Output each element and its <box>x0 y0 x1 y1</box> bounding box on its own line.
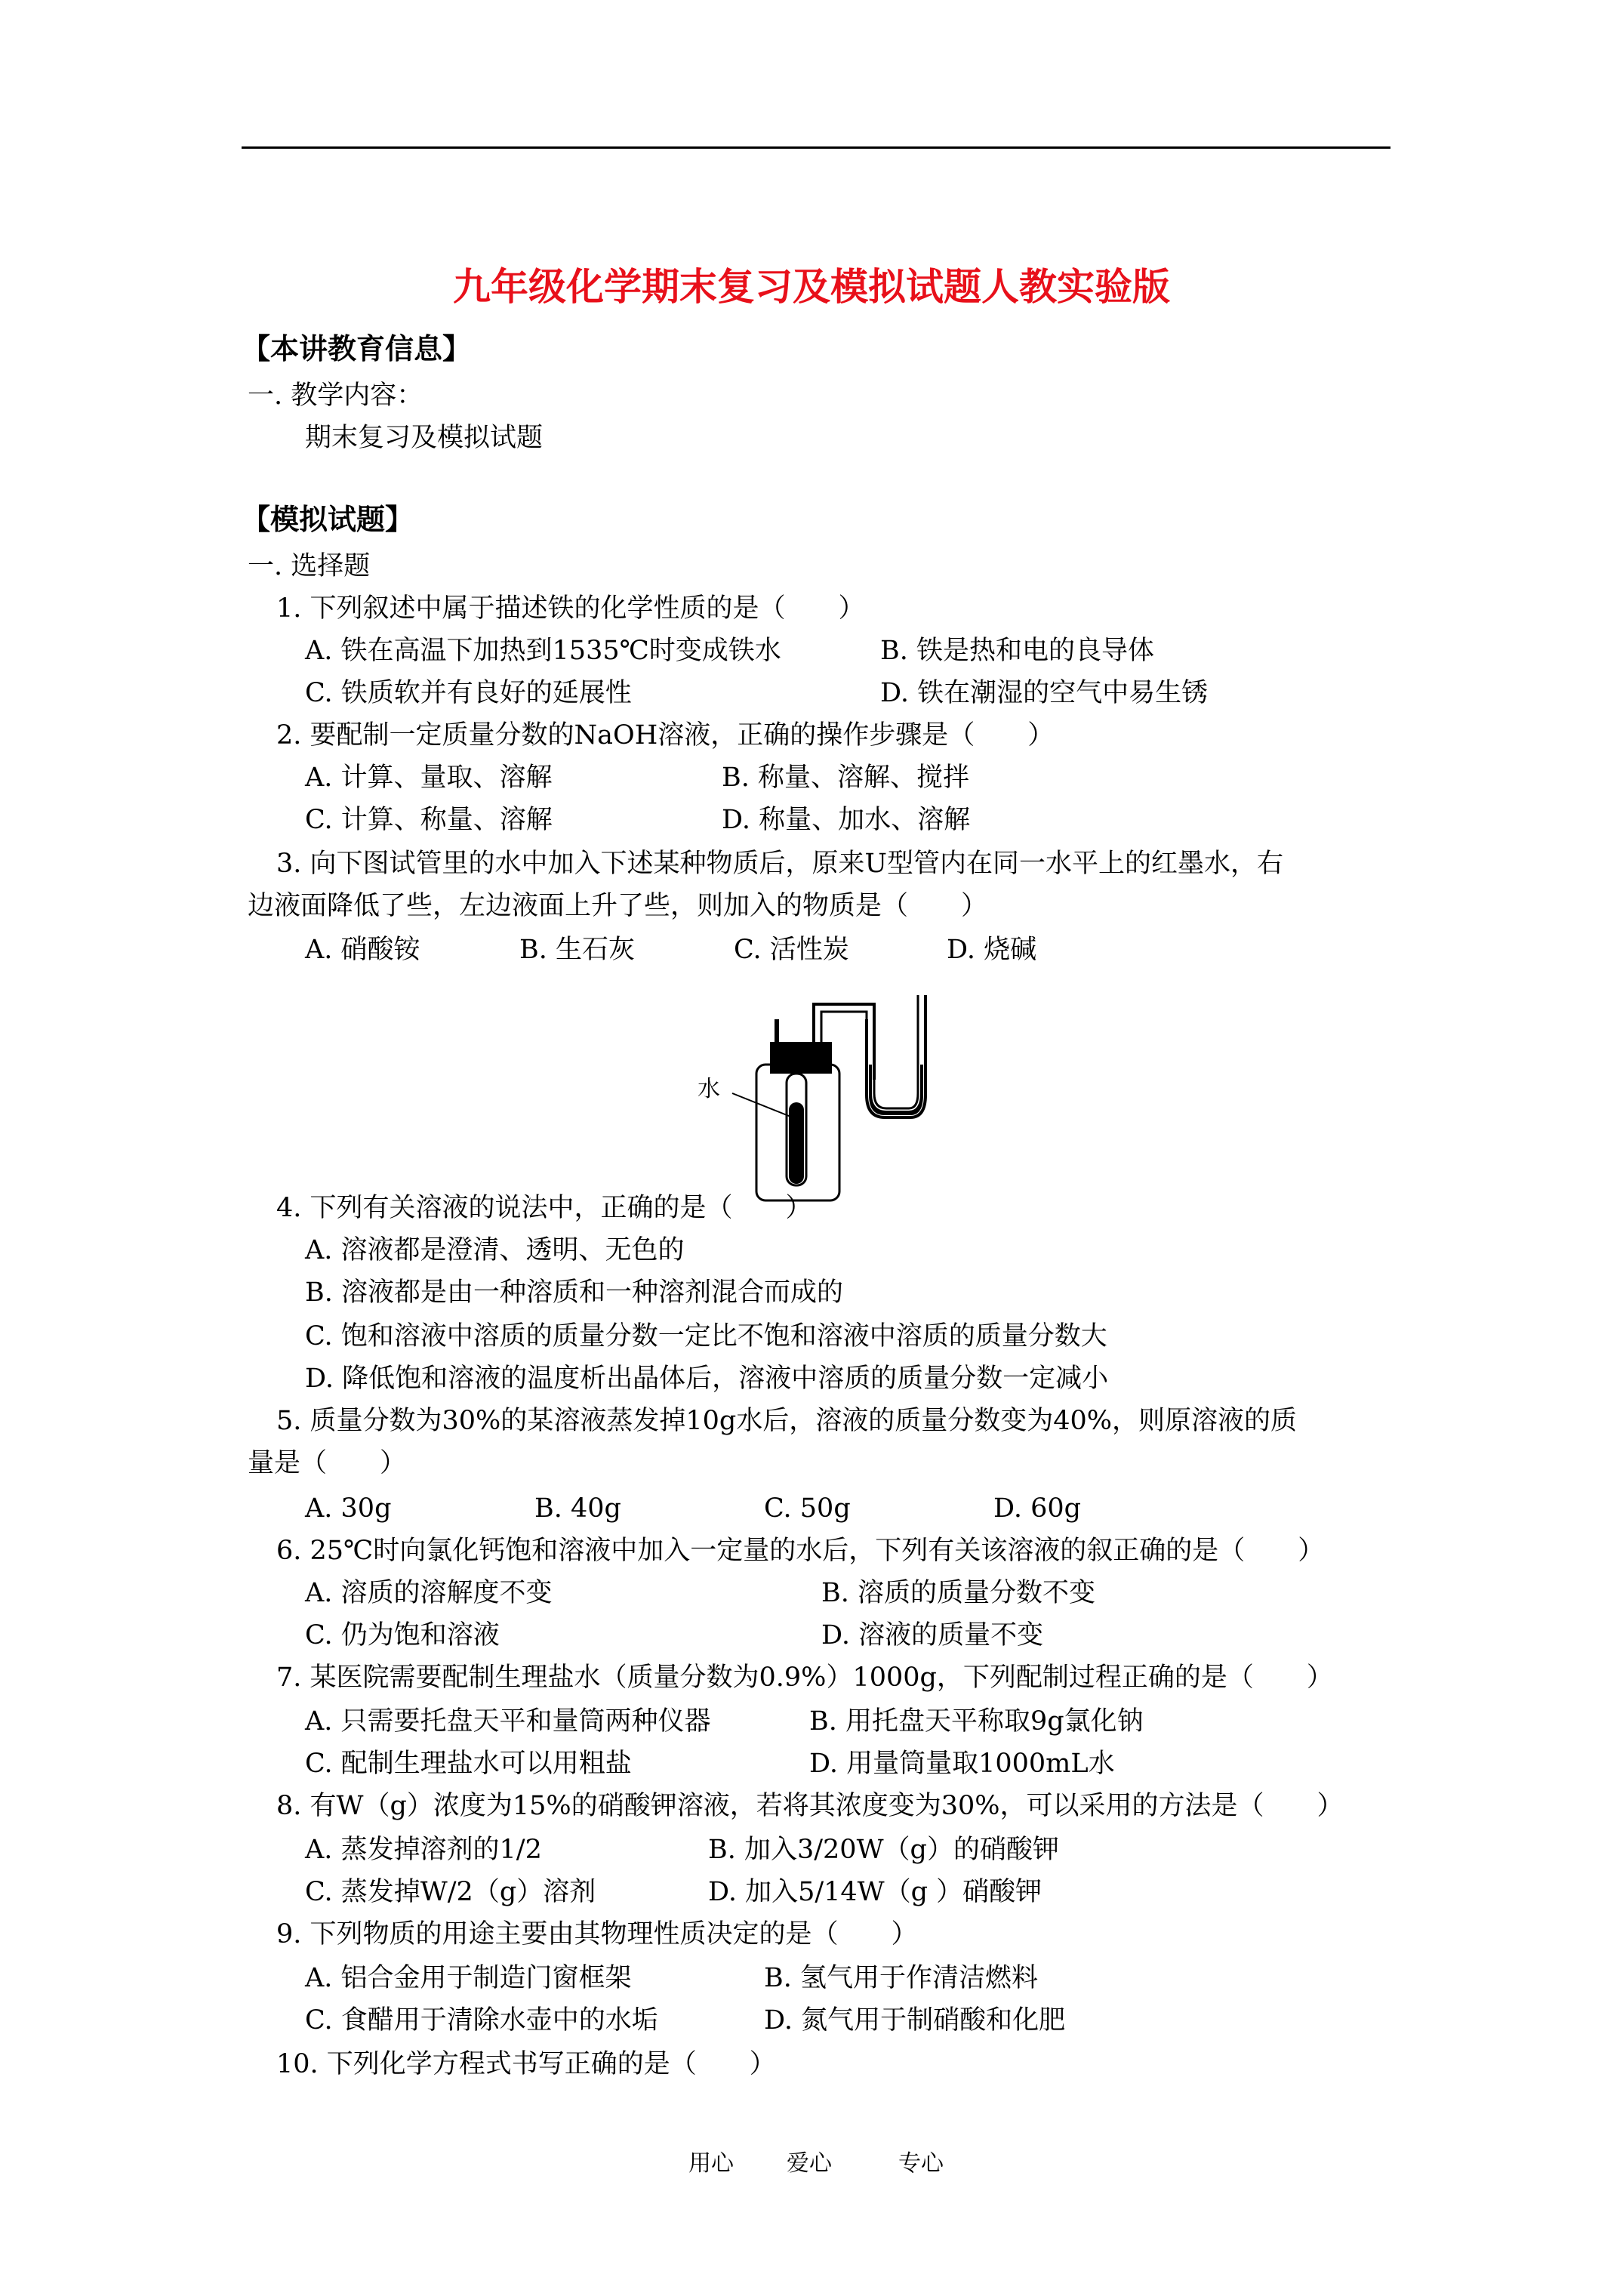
header-rule <box>242 146 1390 149</box>
option: C. 计算、称量、溶解 <box>305 805 553 835</box>
option: C. 50g <box>764 1493 851 1524</box>
option: B. 40g <box>534 1493 621 1524</box>
option: A. 硝酸铵 <box>305 935 420 965</box>
option: B. 称量、溶解、搅拌 <box>722 763 969 793</box>
footer-text: 用心 <box>688 2150 734 2177</box>
option: C. 仍为饱和溶液 <box>305 1620 500 1650</box>
option: D. 用量筒量取1000mL水 <box>809 1749 1115 1779</box>
option: A. 计算、量取、溶解 <box>305 763 553 793</box>
option: D. 溶液的质量不变 <box>821 1620 1044 1650</box>
content-body: 期末复习及模拟试题 <box>305 423 544 453</box>
footer-text: 专心 <box>898 2150 944 2177</box>
option: D. 降低饱和溶液的温度析出晶体后，溶液中溶质的质量分数一定减小 <box>305 1364 1109 1394</box>
content-heading: 一. 教学内容： <box>248 381 423 411</box>
question-stem: 1. 下列叙述中属于描述铁的化学性质的是（ ） <box>276 593 865 624</box>
option: A. 蒸发掉溶剂的1/2 <box>305 1835 542 1865</box>
option: B. 生石灰 <box>519 935 635 965</box>
option: A. 铁在高温下加热到1535℃时变成铁水 <box>305 636 781 666</box>
option: C. 活性炭 <box>734 935 849 965</box>
option: B. 溶质的质量分数不变 <box>821 1578 1095 1608</box>
option: B. 加入3/20W（g）的硝酸钾 <box>708 1835 1059 1865</box>
question-stem-cont: 量是（ ） <box>248 1448 407 1478</box>
question-stem: 3. 向下图试管里的水中加入下述某种物质后，原来U型管内在同一水平上的红墨水，右 <box>276 849 1284 879</box>
choice-heading: 一. 选择题 <box>248 551 371 581</box>
option: C. 蒸发掉W/2（g）溶剂 <box>305 1877 596 1907</box>
section-education-info: 【本讲教育信息】 <box>242 331 472 365</box>
section-mock-test: 【模拟试题】 <box>242 502 414 536</box>
option: D. 烧碱 <box>947 935 1037 965</box>
option: A. 只需要托盘天平和量筒两种仪器 <box>305 1706 711 1737</box>
option: B. 氢气用于作清洁燃料 <box>764 1963 1038 1993</box>
option: C. 饱和溶液中溶质的质量分数一定比不饱和溶液中溶质的质量分数大 <box>305 1321 1107 1351</box>
option: D. 60g <box>993 1493 1082 1524</box>
option: B. 用托盘天平称取9g氯化钠 <box>809 1706 1144 1737</box>
option: A. 溶质的溶解度不变 <box>305 1578 553 1608</box>
option: D. 铁在潮湿的空气中易生锈 <box>880 678 1209 708</box>
u-tube-apparatus-figure <box>687 989 944 1216</box>
option: A. 溶液都是澄清、透明、无色的 <box>305 1235 685 1265</box>
question-stem: 6. 25℃时向氯化钙饱和溶液中加入一定量的水后，下列有关该溶液的叙正确的是（ ） <box>276 1536 1325 1566</box>
footer-text: 爱心 <box>787 2150 832 2177</box>
option: A. 30g <box>305 1493 392 1524</box>
option: A. 铝合金用于制造门窗框架 <box>305 1963 632 1993</box>
water-label: 水 <box>698 1076 720 1102</box>
option: D. 称量、加水、溶解 <box>722 805 971 835</box>
question-stem: 5. 质量分数为30%的某溶液蒸发掉10g水后，溶液的质量分数变为40%，则原溶液的质 <box>276 1406 1298 1436</box>
question-stem: 10. 下列化学方程式书写正确的是（ ） <box>276 2049 776 2079</box>
option: D. 氮气用于制硝酸和化肥 <box>764 2005 1066 2036</box>
question-stem-cont: 边液面降低了些，左边液面上升了些，则加入的物质是（ ） <box>248 891 988 921</box>
page-title: 九年级化学期末复习及模拟试题人教实验版 <box>453 264 1170 309</box>
question-stem: 4. 下列有关溶液的说法中，正确的是（ ） <box>276 1193 812 1223</box>
water-in-test-tube <box>789 1102 804 1184</box>
question-stem: 9. 下列物质的用途主要由其物理性质决定的是（ ） <box>276 1919 918 1949</box>
question-stem: 7. 某医院需要配制生理盐水（质量分数为0.9%）1000g，下列配制过程正确的是（ ） <box>276 1663 1333 1693</box>
bottle-stopper <box>770 1042 832 1074</box>
option: C. 配制生理盐水可以用粗盐 <box>305 1749 632 1779</box>
question-stem: 2. 要配制一定质量分数的NaOH溶液，正确的操作步骤是（ ） <box>276 720 1055 750</box>
option: C. 铁质软并有良好的延展性 <box>305 678 632 708</box>
option: D. 加入5/14W（g ）硝酸钾 <box>708 1877 1042 1907</box>
option: B. 铁是热和电的良导体 <box>880 636 1154 666</box>
water-label-pointer <box>732 1093 793 1117</box>
option: B. 溶液都是由一种溶质和一种溶剂混合而成的 <box>305 1277 843 1308</box>
question-stem: 8. 有W（g）浓度为15%的硝酸钾溶液，若将其浓度变为30%，可以采用的方法是（ ） <box>276 1791 1344 1821</box>
option: C. 食醋用于清除水壶中的水垢 <box>305 2005 658 2036</box>
